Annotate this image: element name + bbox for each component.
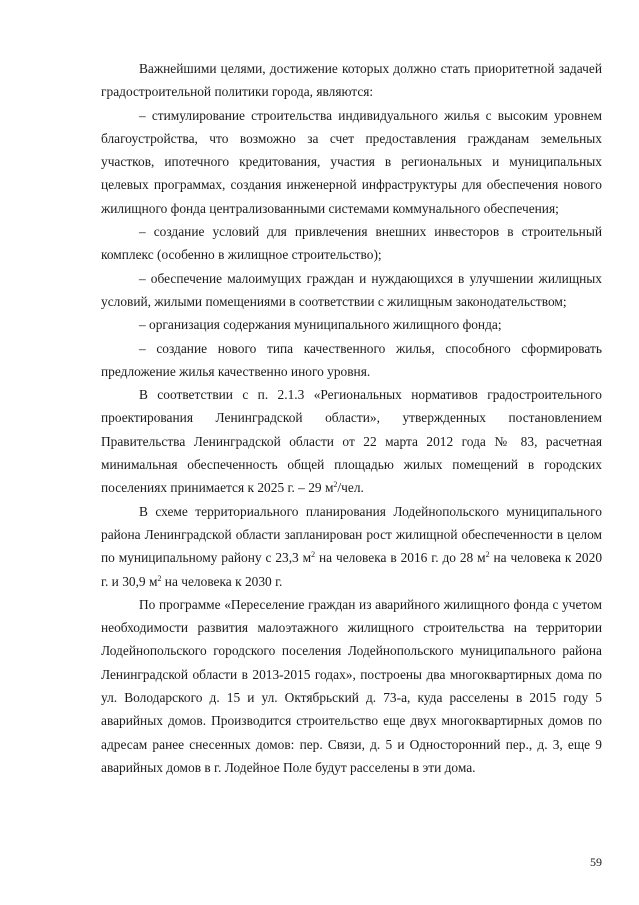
list-item-goal-4: – организация содержания муниципального жилищного фонда; <box>139 317 502 333</box>
paragraph-program: По программе «Переселение граждан из аварийного жилищного фонда с учетом необходимости развития малоэтажного жилищного строительства на территории Лодейнопольского городского поселения Лодейнопольского муниципального района Ленинградской области в 2013-2015 годах», построены два многоквартирных дома по ул. Володарского д. 15 и ул. Октябрьский д. 73-а, куда расселены в 2015 году 5 аварийных домов. Производится строительство еще двух многоквартирных домов по адресам ранее снесенных домов: пер. Связи, д. 5 и Односторонний пер., д. 3, еще 9 аварийных домов в г. Лодейное Поле будут расселены в эти дома. <box>101 596 602 775</box>
paragraph-norms <box>101 383 602 499</box>
scheme-superscript-1: 2 <box>311 550 316 560</box>
list-item-goal-5: – создание нового типа качественного жилья, способного сформировать предложение жилья качественно иного уровня. <box>101 340 602 379</box>
list-item-goal-3: – обеспечение малоимущих граждан и нуждающихся в улучшении жилищных условий, жилыми помещениями в соответствии с жилищным законодательством; <box>101 270 602 309</box>
scheme-text-3: на человека к 2020 г. и 30,9 м <box>101 550 603 589</box>
scheme-text-4: на человека к 2030 г. <box>161 573 283 589</box>
scheme-text-2: на человека в 2016 г. до 28 м <box>315 550 486 566</box>
norms-text: В соответствии с п. 2.1.3 «Региональных нормативов градостроительного проектирования Ленинградской области», утвержденных постановлением Правительства Ленинградской области от 22 марта 2012 года № 83, расчетная минимальная обеспеченность общей площадью жилых помещений в городских поселениях принимается к 2025 г. – 29 м <box>101 387 602 496</box>
scheme-superscript-2: 2 <box>485 550 490 560</box>
scheme-superscript-3: 2 <box>157 573 162 583</box>
paragraph-goals-intro: Важнейшими целями, достижение которых должно стать приоритетной задачей градостроительной политики города, являются: <box>101 61 602 100</box>
list-item-goal-2: – создание условий для привлечения внешних инвесторов в строительный комплекс (особенно в жилищное строительство); <box>101 224 602 263</box>
body-text <box>101 57 602 779</box>
norms-superscript: 2 <box>333 480 338 490</box>
paragraph-scheme <box>101 500 602 593</box>
list-item-goal-1: – стимулирование строительства индивидуального жилья с высоким уровнем благоустройства, что возможно за счет предоставления гражданам земельных участков, ипотечного кредитования, участия в региональных и муниципальных целевых программах, создания инженерной инфраструктуры для обеспечения нового жилищного фонда централизованными системами коммунального обеспечения; <box>101 107 602 216</box>
norms-unit: /чел. <box>337 480 364 496</box>
page-number: 59 <box>590 855 602 869</box>
scheme-text-1: В схеме территориального планирования Лодейнопольского муниципального района Ленинградской области запланирован рост жилищной обеспеченности в целом по муниципальному району с 23,3 м <box>101 503 602 566</box>
